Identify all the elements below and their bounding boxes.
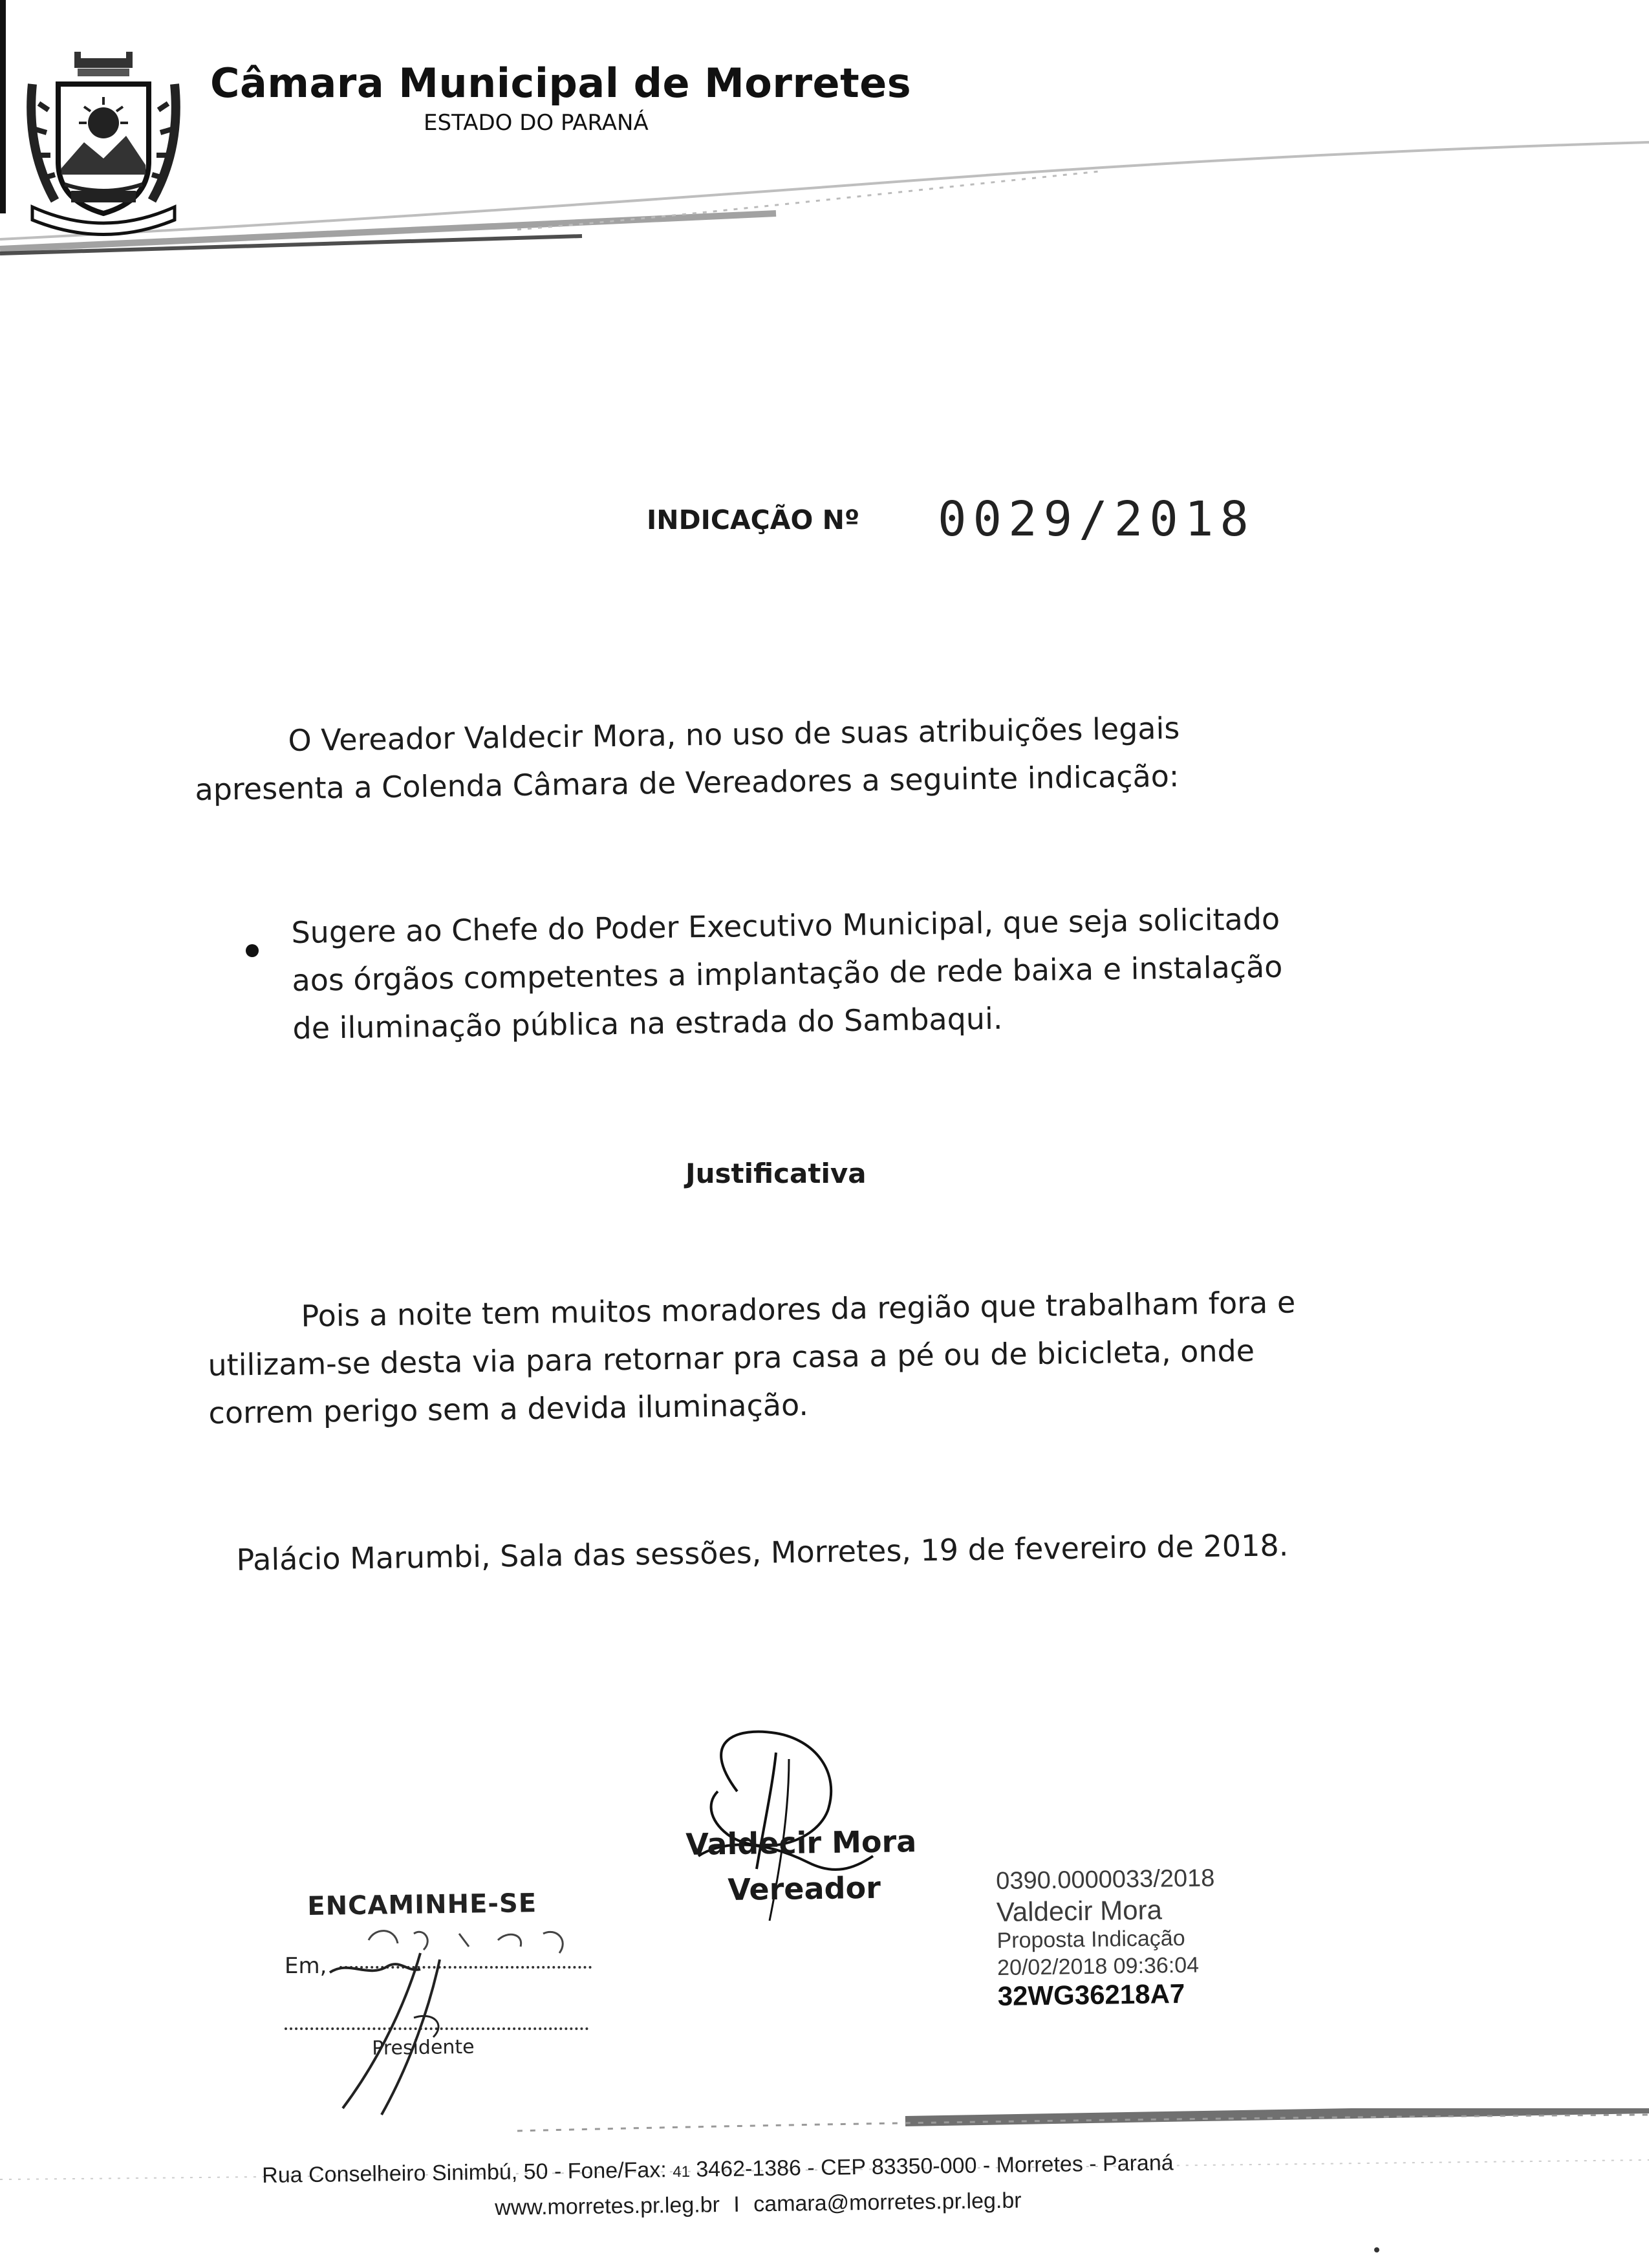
footer-area-code: 41: [673, 2163, 691, 2181]
footer-address-prefix: Rua Conselheiro Sinimbú, 50 - Fone/Fax:: [262, 2157, 667, 2188]
footer-separator: I: [733, 2192, 740, 2217]
suggestion-line: Sugere ao Chefe do Poder Executivo Municipal, que seja solicitado: [291, 901, 1280, 950]
suggestion-line: aos órgãos competentes a implantação de rede baixa e instalação: [292, 949, 1283, 998]
justification-line: Pois a noite tem muitos moradores da região que trabalham fora e: [301, 1284, 1296, 1334]
forwarding-date-label: Em,: [285, 1953, 327, 1979]
protocol-author: Valdecir Mora: [996, 1894, 1163, 1927]
justification-line: utilizam-se desta via para retornar pra casa a pé ou de bicicleta, onde: [208, 1333, 1255, 1383]
scan-speck: [1374, 2247, 1379, 2252]
protocol-type: Proposta Indicação: [997, 1925, 1185, 1953]
org-state: ESTADO DO PARANÁ: [424, 110, 649, 136]
signer-name: Valdecir Mora: [685, 1824, 917, 1862]
document-number: 0029/2018: [938, 491, 1255, 547]
suggestion-item: [291, 895, 1284, 1052]
signer-role: Vereador: [727, 1870, 881, 1907]
intro-paragraph: [194, 704, 1181, 814]
protocol-code: 32WG36218A7: [997, 1978, 1185, 2011]
justification-paragraph: [207, 1279, 1297, 1437]
forwarding-stamp-title: ENCAMINHE-SE: [307, 1888, 537, 1921]
footer-website[interactable]: www.morretes.pr.leg.br: [495, 2192, 720, 2220]
protocol-datetime: 20/02/2018 09:36:04: [997, 1952, 1200, 1980]
intro-line: O Vereador Valdecir Mora, no uso de suas atribuições legais: [288, 710, 1180, 758]
closing-line: Palácio Marumbi, Sala das sessões, Morretes, 19 de fevereiro de 2018.: [236, 1528, 1289, 1577]
justification-line: correm perigo sem a devida iluminação.: [208, 1387, 809, 1431]
coat-of-arms-icon: [19, 45, 188, 239]
forwarding-signer-label: Presidente: [372, 2035, 475, 2060]
protocol-stamp: [996, 1866, 1216, 2010]
forwarding-handwriting: [285, 1914, 621, 2121]
justification-heading: Justificativa: [685, 1158, 867, 1189]
org-name: Câmara Municipal de Morretes: [210, 59, 912, 107]
bullet-icon: [246, 944, 259, 957]
footer-email[interactable]: camara@morretes.pr.leg.br: [753, 2188, 1022, 2217]
letterhead-swoosh: [0, 110, 1649, 265]
footer-contact: [495, 2188, 1022, 2221]
intro-line: apresenta a Colenda Câmara de Vereadores a seguinte indicação:: [195, 758, 1180, 807]
protocol-number: 0390.0000033/2018: [995, 1864, 1215, 1895]
document-title: INDICAÇÃO Nº: [647, 504, 860, 535]
suggestion-line: de iluminação pública na estrada do Sambaqui.: [292, 1000, 1003, 1046]
footer-address-suffix: 3462-1386 - CEP 83350-000 - Morretes - Paraná: [696, 2150, 1174, 2182]
